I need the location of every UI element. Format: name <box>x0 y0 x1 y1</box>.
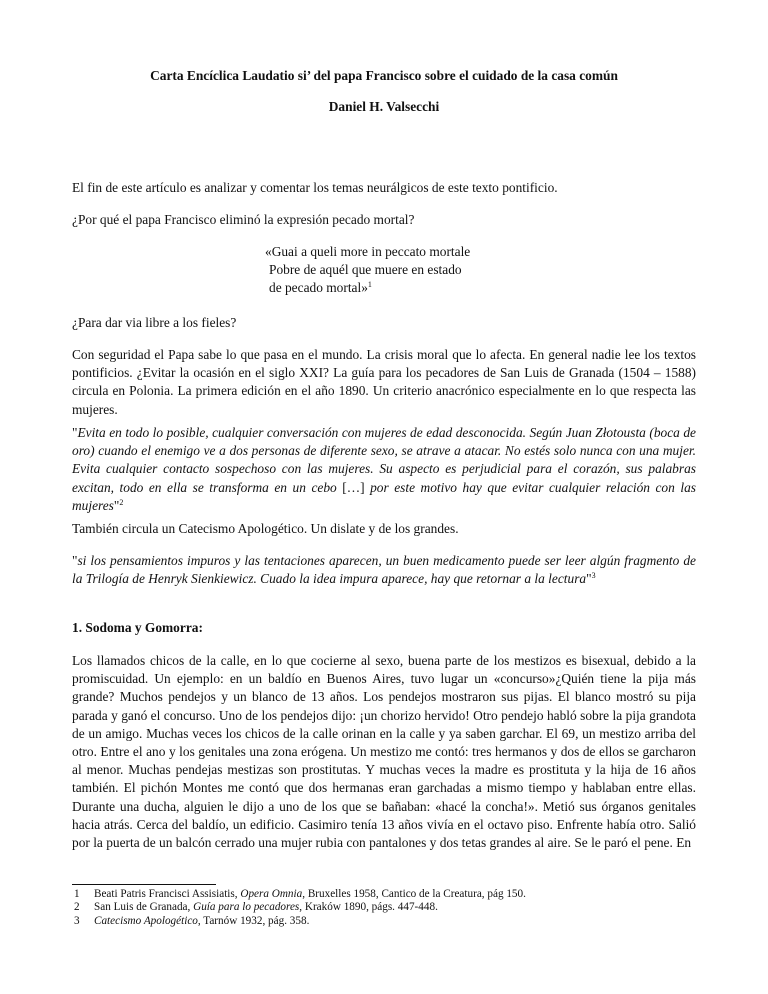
footnote-3 <box>72 915 526 928</box>
footnote-number: 1 <box>74 888 80 900</box>
footnote-text <box>94 888 526 901</box>
quote-ellipsis: […] <box>336 479 371 495</box>
paragraph-crisis-moral: Con seguridad el Papa sabe lo que pasa en el mundo. La crisis moral que lo afecta. En general nadie lee los textos pontificios. ¿Evitar la ocasión en el siglo XXI? La guía para los pecadores de San Luis de Granada (1504 – 1588) circula en Polonia. La primera edición en el año 1890. Un criterio anacrónico especialmente en lo que respecta las mujeres. <box>72 347 696 417</box>
footnote-post: , Tarnów 1932, pág. 358. <box>197 914 310 927</box>
footnote-pre: San Luis de Granada, <box>94 901 194 914</box>
document-title: Carta Encíclica Laudatio si’ del papa Francisco sobre el cuidado de la casa común <box>150 68 618 83</box>
verse-quote <box>265 243 470 298</box>
quote-close-mark: " <box>113 497 120 513</box>
quote2-open-mark: " <box>72 553 78 568</box>
question-via-libre: ¿Para dar via libre a los fieles? <box>72 315 237 330</box>
footnote-ref-2[interactable]: 2 <box>119 497 124 507</box>
verse-line-3-text: de pecado mortal» <box>269 280 368 296</box>
footnotes <box>72 888 526 928</box>
footnote-1 <box>72 888 526 901</box>
footnote-post: , Bruxelles 1958, Cantico de la Creatura, pág 150. <box>302 888 526 900</box>
paragraph-chicos-de-la-calle: Los llamados chicos de la calle, en lo que cocierne al sexo, buena parte de los mestizos es bisexual, debido a la promiscuidad. Un ejemplo: en un baldío en Buenos Aires, tuvo lugar un «concurso»¿Quién tiene la pija más grande? Muchos pendejos y un blanco de 13 años. Los pendejos mostraron sus pijas. El blanco mostró su pija parada y ganó el concurso. Uno de los pendejos dijo: ¡un chorizo hervido! Otro pendejo habló sobre la pija grandota de un amigo. Muchas veces los chicos de la calle orinan en la calle y ya saben garchar. El 69, un mestizo arriba del otro. Entre el ano y los genitales una zona erógena. Un mestizo me contó: tres hermanos y dos de ellos se garcharon al menor. Muchas pendejas mestizas son prostitutas. Y muchas veces la madre es prostituta y la hija de 16 años también. El pichón Montes me contó que dos hermanas eran garchadas a mismo tiempo y hablaban entre ellas. Durante una ducha, alguien le dijo a uno de los que se bañaban: «hacé la concha!». Metió sus órganos genitales hacia atrás. Cerca del baldío, un edificio. Casimiro tenía 13 años vivía en el octavo piso. Enfrente había otro. Salió por la puerta de un balcón cerrado una mujer rubia con pantalones y dos tetas grandes al aire. Se le paró el pene. En <box>72 653 696 851</box>
question-pecado-mortal: ¿Por qué el papa Francisco eliminó la expresión pecado mortal? <box>72 212 415 227</box>
quote-catecismo <box>72 552 696 588</box>
quote2-italic: si los pensamientos impuros y las tentaciones aparecen, un buen medicamento puede ser leer algún fragmento de la Trilogía de Henryk Sienkiewicz. Cuado la idea impura aparece, hay que retornar a la lectura <box>72 553 696 587</box>
footnote-italic: Opera Omnia <box>240 888 303 900</box>
footnote-italic: Catecismo Apologético <box>94 914 198 927</box>
quote-italic-part-1: Evita en todo lo posible, cualquier conversación con mujeres de edad desconocida. Según Juan Złotousta (boca de oro) cuando el enemigo ve a dos personas de diferente sexo, se atrave a atacar. No estés solo nunca con una mujer. Evita cualquier contacto sospechoso con las mujeres. Su aspecto es perjudicial para el corazón, sus palabras excitan, todo en ella se transforma en un cebo <box>72 425 696 495</box>
footnote-ref-3[interactable]: 3 <box>591 571 596 581</box>
verse-line-3 <box>265 279 470 297</box>
paragraph-catecismo: También circula un Catecismo Apologético. Un dislate y de los grandes. <box>72 521 459 536</box>
verse-line-1: «Guai a queli more in peccato mortale <box>265 244 471 259</box>
document-author: Daniel H. Valsecchi <box>328 99 440 114</box>
section-heading-sodoma: 1. Sodoma y Gomorra: <box>72 620 203 635</box>
footnote-italic: Guía para lo pecadores <box>193 901 300 914</box>
footnote-pre: Beati Patris Francisci Assisiatis, <box>94 888 241 900</box>
quote2-close-mark: " <box>586 571 592 587</box>
footnote-2 <box>72 901 526 914</box>
quote-san-luis-granada <box>72 424 696 515</box>
quote-open-mark: " <box>72 425 78 440</box>
verse-line-2: Pobre de aquél que muere en estado <box>269 262 462 278</box>
footnote-number: 3 <box>74 914 80 927</box>
footnote-post: , Kraków 1890, págs. 447-448. <box>299 901 438 914</box>
footnote-text <box>94 901 438 914</box>
footnote-text <box>94 915 309 928</box>
intro-paragraph: El fin de este artículo es analizar y comentar los temas neurálgicos de este texto pontificio. <box>72 180 558 195</box>
quote-italic-part-2: por este motivo hay que evitar cualquier relación con las mujeres <box>72 479 696 513</box>
footnote-separator <box>72 884 216 885</box>
footnote-ref-1[interactable]: 1 <box>367 280 372 290</box>
footnote-number: 2 <box>74 901 80 914</box>
